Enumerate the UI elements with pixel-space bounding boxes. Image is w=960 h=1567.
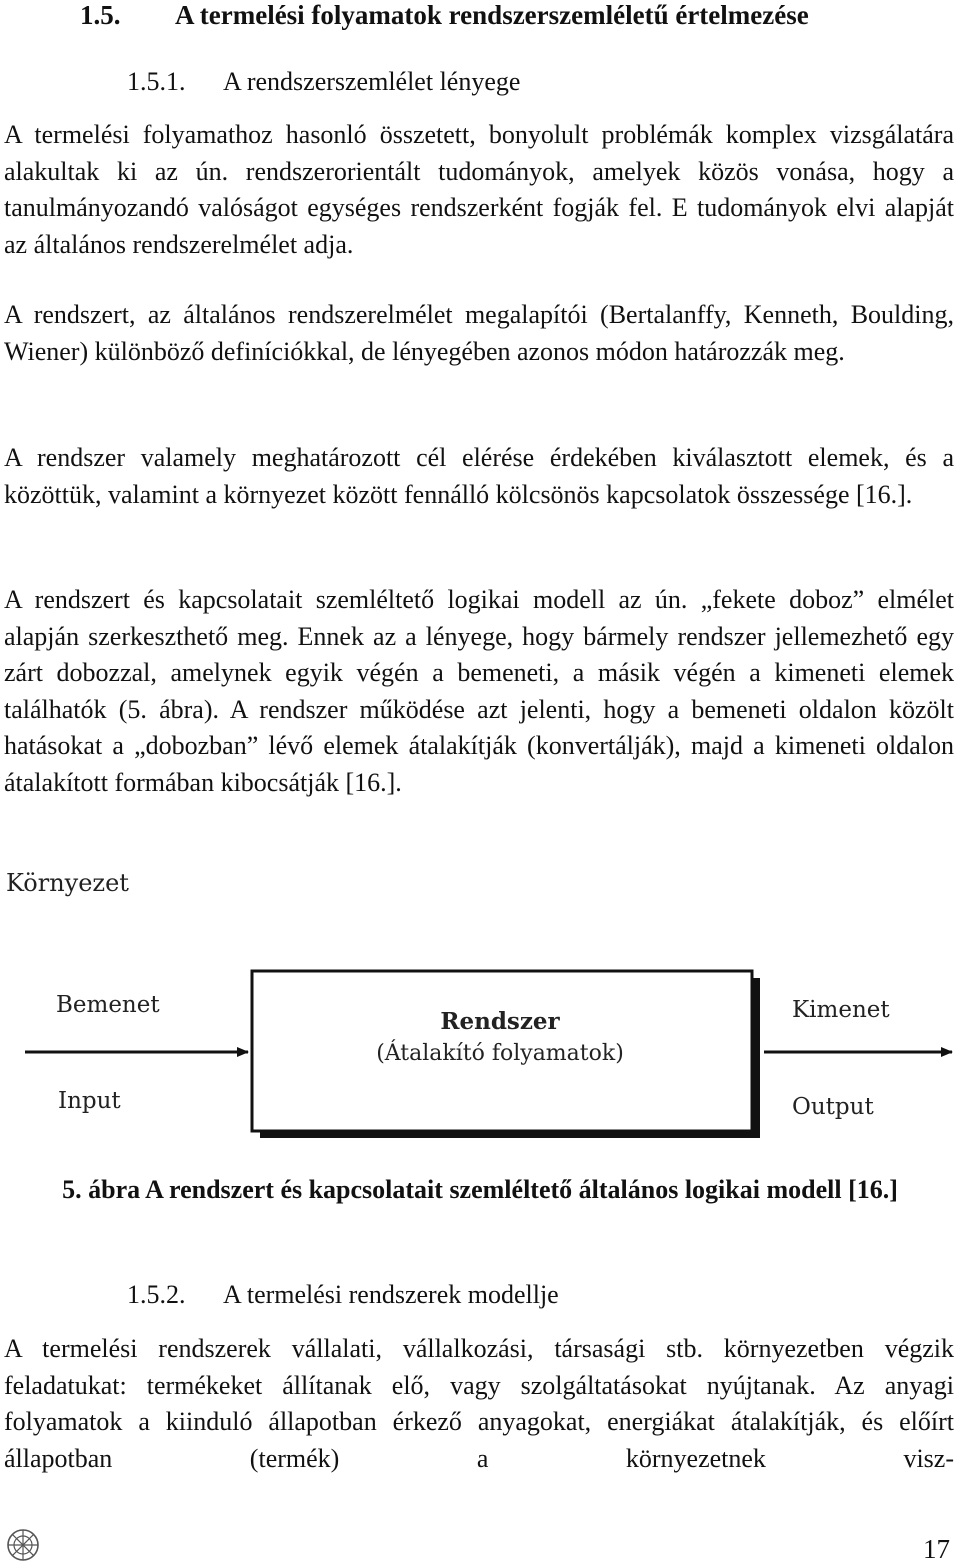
- section-heading: [80, 0, 950, 30]
- subsection-heading-1: [127, 67, 520, 97]
- paragraph-definition: A rendszer valamely meghatározott cél elérése érdekében kiválasztott elemek, és a közöttük, valamint a környezet között fennálló kölcsönös kapcsolatok összessége [16.].: [4, 443, 954, 509]
- system-box-text: [255, 1006, 745, 1070]
- page-number: 17: [923, 1534, 950, 1564]
- input-label-en: Input: [58, 1088, 121, 1114]
- subsection-title-1: A rendszerszemlélet lényege: [223, 67, 521, 96]
- section-number: 1.5.: [80, 0, 121, 30]
- paragraph-intro: A termelési folyamathoz hasonló összetett, bonyolult problémák komplex vizsgálatára alakultak ki az ún. rendszerorientált tudományok, amelyek közös vonása, hogy a tanulmányozandó valóságot egységes rendszerként fogják fel. E tudományok elvi alapját az általános rendszerelmélet adja.: [4, 120, 954, 259]
- paragraph-black-box: A rendszert és kapcsolatait szemléltető logikai modell az ún. „fekete doboz” elmélet alapján szerkeszthető meg. Ennek az a lényege, hogy bármely rendszer jellemezhető egy zárt dobozzal, amelynek egyik végén a bemeneti, a másik végén a kimeneti elemek találhatók (5. ábra). A rendszer működése azt jelenti, hogy a bemeneti oldalon közölt hatásokat a „dobozban” lévő elemek átalakítják (konvertálják), majd a kimeneti oldalon átalakított formában kibocsátják [16.].: [4, 585, 954, 797]
- system-title: Rendszer: [440, 1008, 560, 1035]
- output-label-hu: Kimenet: [792, 997, 890, 1023]
- compass-rose-icon: [6, 1528, 40, 1562]
- subsection-heading-2: [127, 1280, 559, 1310]
- black-box-diagram: [0, 860, 960, 1150]
- output-label-en: Output: [792, 1094, 874, 1120]
- paragraph-production-systems: A termelési rendszerek vállalati, vállalkozási, társasági stb. környezetben végzik feladatukat: termékeket állítanak elő, vagy szolgáltatásokat nyújtanak. Az anyagi folyamatok a kiinduló állapotban érkező anyagokat, energiákat átalakítják, és előírt állapotban (termék) a környezetnek visz-: [4, 1334, 954, 1473]
- environment-label: Környezet: [6, 869, 129, 897]
- input-label-hu: Bemenet: [56, 992, 160, 1018]
- section-title: A termelési folyamatok rendszerszemléletű értelmezése: [175, 0, 809, 30]
- subsection-title-2: A termelési rendszerek modellje: [223, 1280, 559, 1309]
- figure-caption: 5. ábra A rendszert és kapcsolatait szemléltető általános logikai modell [16.]: [62, 1175, 898, 1204]
- system-subtitle: (Átalakító folyamatok): [376, 1041, 624, 1066]
- paragraph-founders: A rendszert, az általános rendszerelmélet megalapítói (Bertalanffy, Kenneth, Boulding, Wiener) különböző definíciókkal, de lényegében azonos módon határozzák meg.: [4, 300, 954, 366]
- subsection-number-1: 1.5.1.: [127, 67, 186, 96]
- subsection-number-2: 1.5.2.: [127, 1280, 186, 1309]
